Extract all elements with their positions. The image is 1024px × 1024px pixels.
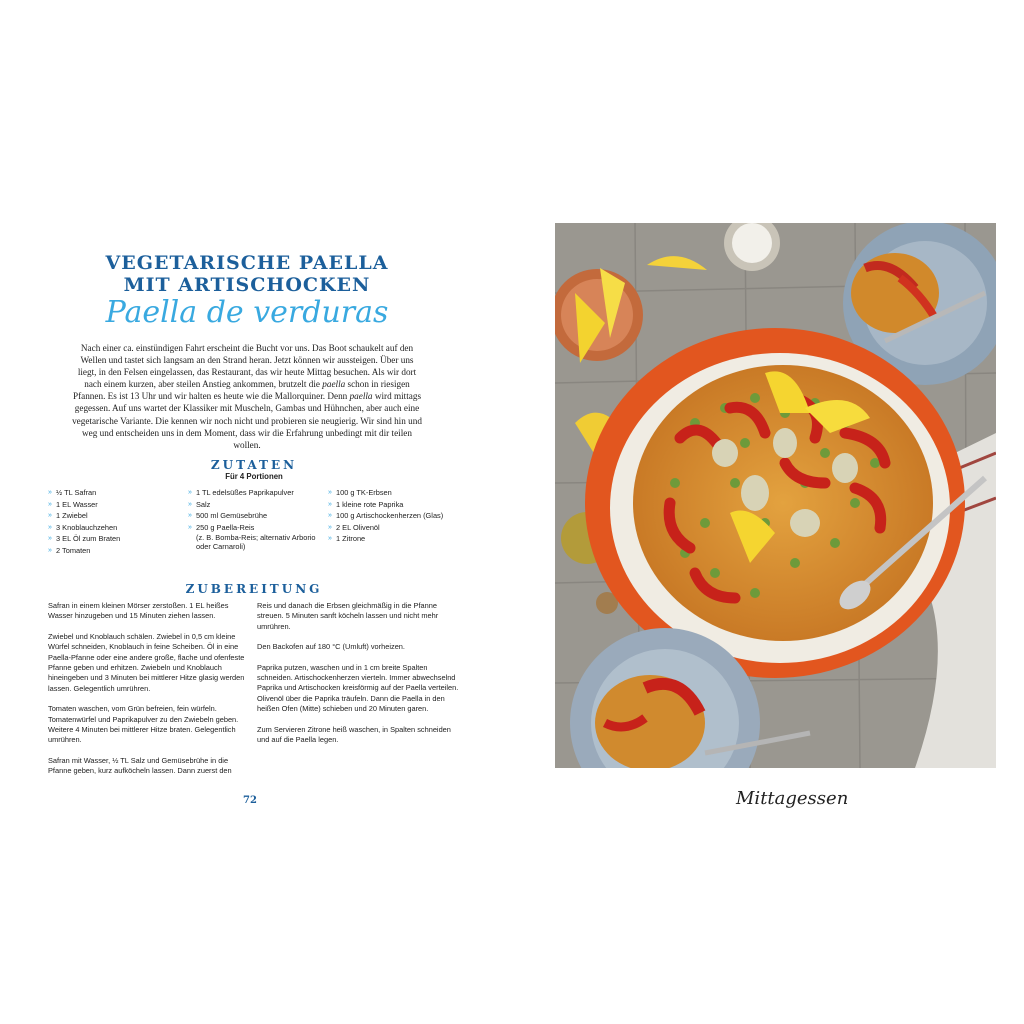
bullet-icon: » <box>188 512 192 519</box>
intro-text-1: Nach einer ca. einstündigen Fahrt erscheint die Bucht vor uns. Das Boot schaukelt auf den Wellen und tastet sich langsam an den Strand heran. Jetzt können wir aussteigen. Über uns liegt, in den Felsen eingelassen, das Restaurant, das wir heute Mittag besuchen. Als wir dort nach einem kurzen, aber steilen Anstieg ankommen, brutzelt die <box>77 343 417 390</box>
preparation-step: Safran mit Wasser, ½ TL Salz und Gemüsebrühe in die Pfanne geben, kurz aufköcheln lassen. Dann zuerst den <box>48 755 232 776</box>
bullet-icon: » <box>48 500 52 508</box>
ingredients-list-2 <box>188 487 328 551</box>
ingredient-item <box>188 510 328 522</box>
ingredient-item <box>188 522 328 552</box>
ingredient-text: 3 EL Öl zum Braten <box>56 534 121 543</box>
ingredient-text: 1 EL Wasser <box>56 499 98 509</box>
bullet-icon: » <box>48 546 52 554</box>
ingredient-text: 1 Zwiebel <box>56 511 88 520</box>
intro-text-3: wird mittags gegessen. Auf uns wartet der Klassiker mit Muscheln, Gambas und Hühnchen, aber auch eine vegetarische Variante. Die kennen wir noch nicht und probieren sie neugierig. Wir sind hin und weg und entscheiden uns in dem Moment, dass wir die Erfahrung unbedingt mit dir teilen wollen. <box>72 391 422 450</box>
bullet-icon: » <box>48 523 52 531</box>
ingredient-item <box>328 499 468 511</box>
ingredient-text: 1 Zitrone <box>336 534 366 543</box>
ingredient-text: 100 g Artischockenherzen (Glas) <box>336 511 444 520</box>
ingredient-item <box>188 487 328 499</box>
page-number: 72 <box>243 795 257 806</box>
preparation-column-1 <box>48 601 250 787</box>
ingredient-text: 1 TL edelsüßes Paprikapulver <box>196 488 294 497</box>
recipe-subtitle: Paella de verduras <box>105 295 389 330</box>
ingredient-text: 500 ml Gemüsebrühe <box>196 511 268 520</box>
paella-photo <box>555 223 996 768</box>
ingredient-item <box>328 510 468 522</box>
ingredient-item <box>48 487 188 499</box>
preparation-step: Reis und danach die Erbsen gleichmäßig in die Pfanne streuen. 5 Minuten sanft köcheln lassen und nicht mehr umrühren. <box>257 601 439 631</box>
intro-italic-2: paella <box>349 391 373 402</box>
ingredient-item <box>328 522 468 534</box>
ingredients-heading: ZUTATEN <box>210 458 298 472</box>
preparation-step: Safran in einem kleinen Mörser zerstoßen. 1 EL heißes Wasser hinzugeben und 15 Minuten ziehen lassen. <box>48 601 229 621</box>
ingredient-item <box>48 499 188 511</box>
portions-label: Für 4 Portionen <box>225 472 283 481</box>
preparation-step: Zwiebel und Knoblauch schälen. Zwiebel in 0,5 cm kleine Würfel schneiden, Knoblauch in feine Scheiben. Öl in eine Paella-Pfanne oder eine andere große, flache und ofenfeste Pfanne geben und erhitzen. Zwiebeln und Knoblauch hineingeben und 3 Minuten bei mittlerer Hitze glasig werden lassen. Gelegentlich umrühren. <box>48 631 245 693</box>
bullet-icon: » <box>48 535 52 542</box>
bullet-icon: » <box>188 489 192 496</box>
ingredient-text: 2 EL Olivenöl <box>336 522 380 532</box>
ingredient-note: (z. B. Bomba-Reis; alternativ Arborio oder Carnaroli) <box>196 533 316 551</box>
preparation-step: Paprika putzen, waschen und in 1 cm breite Spalten schneiden. Artischockenherzen vierteln. Immer abwechselnd Paprika und Artischocken kreisförmig auf der Paella verteilen. Olivenöl über die Paprika träufeln. Dann die Paella in den heißen Ofen (Mitte) schieben und 20 Minuten garen. <box>257 662 459 714</box>
ingredient-text: 2 Tomaten <box>56 545 91 555</box>
preparation-heading: ZUBEREITUNG <box>185 582 323 596</box>
bullet-icon: » <box>48 512 52 519</box>
ingredient-item <box>48 545 188 557</box>
ingredient-item <box>48 510 188 522</box>
ingredient-text: 1 kleine rote Paprika <box>336 499 404 509</box>
intro-text-2: schon in riesigen Pfannen. Es ist 13 Uhr und wir halten es heute wie die Mallorquiner. Denn <box>72 379 410 402</box>
ingredient-text: 3 Knoblauchzehen <box>56 522 118 532</box>
ingredient-item <box>188 499 328 511</box>
bullet-icon: » <box>188 500 192 508</box>
ingredient-item <box>328 487 468 499</box>
bullet-icon: » <box>328 523 332 531</box>
recipe-title-line1: VEGETARISCHE PAELLA <box>105 252 389 274</box>
paella-photo-icon <box>555 223 996 768</box>
ingredients-list-1 <box>48 487 188 556</box>
recipe-title <box>60 252 434 296</box>
intro-paragraph <box>72 342 422 451</box>
ingredient-text: ½ TL Safran <box>56 488 97 497</box>
ingredient-item <box>328 533 468 545</box>
ingredient-text: 250 g Paella-Reis <box>196 522 255 532</box>
bullet-icon: » <box>48 489 52 496</box>
ingredients-list-3 <box>328 487 468 545</box>
bullet-icon: » <box>328 535 332 542</box>
preparation-step: Tomaten waschen, vom Grün befreien, fein würfeln. Tomatenwürfel und Paprikapulver zu den Zwiebeln geben. Weitere 4 Minuten bei mittlerer Hitze braten. Gelegentlich umrühren. <box>48 704 239 745</box>
recipe-title-line2: MIT ARTISCHOCKEN <box>123 274 371 296</box>
bullet-icon: » <box>188 523 192 531</box>
preparation-step: Den Backofen auf 180 °C (Umluft) vorheizen. <box>257 642 405 652</box>
intro-italic-1: paella <box>322 379 346 390</box>
bullet-icon: » <box>328 500 332 508</box>
ingredient-item <box>48 533 188 545</box>
bullet-icon: » <box>328 489 332 496</box>
bullet-icon: » <box>328 512 332 519</box>
preparation-column-2 <box>257 601 459 755</box>
ingredient-item <box>48 522 188 534</box>
chapter-label: Mittagessen <box>736 788 849 809</box>
ingredient-text: 100 g TK-Erbsen <box>336 488 392 497</box>
ingredient-text: Salz <box>196 499 211 509</box>
preparation-step: Zum Servieren Zitrone heiß waschen, in Spalten schneiden und auf die Paella legen. <box>257 724 451 745</box>
